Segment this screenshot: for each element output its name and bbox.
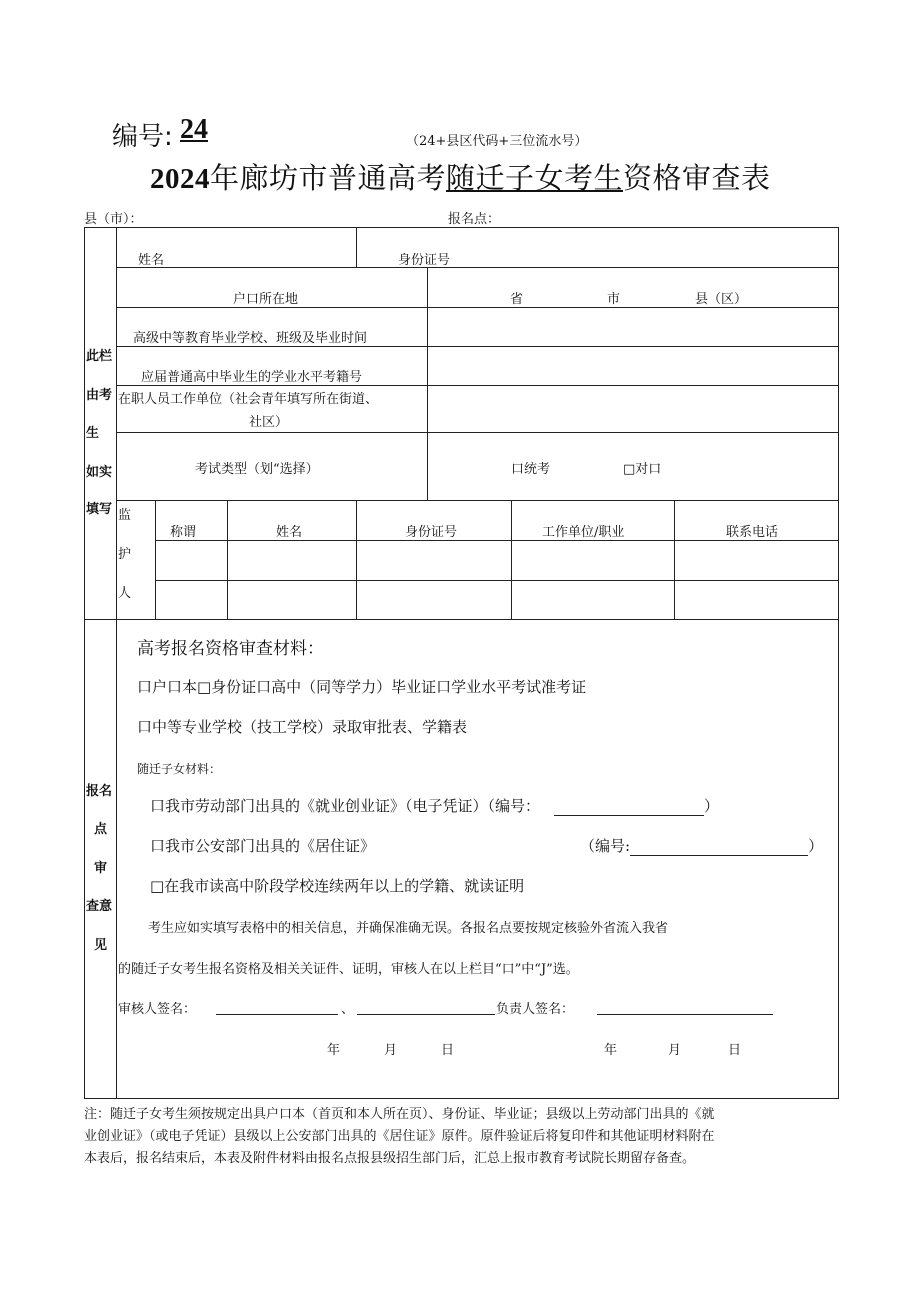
work-unit-label-cont: 社区） [249, 415, 289, 430]
materials-heading: 高考报名资格审查材料： [137, 639, 324, 659]
supervisor-date-month[interactable]: 月 [668, 1043, 682, 1058]
col-divider [155, 500, 156, 619]
registration-point-field-label[interactable]: 报名点： [448, 212, 501, 227]
row-divider [155, 540, 838, 541]
row-divider [116, 267, 838, 268]
hukou-county[interactable]: 县（区） [695, 292, 748, 307]
supervisor-signature-field[interactable] [597, 1000, 773, 1015]
review-side-label: 见 [94, 938, 108, 953]
reviewer-date-month[interactable]: 月 [384, 1043, 398, 1058]
employment-cert-number-field[interactable] [554, 801, 704, 816]
materials-checklist-2[interactable]: 口中等专业学校（技工学校）录取审批表、学籍表 [137, 718, 468, 736]
exam-type-unified-checkbox[interactable]: 口统考 [511, 462, 551, 477]
footnote-line-1: 注：随迁子女考生须按规定出具户口本（首页和本人所在页）、身份证、毕业证；县级以上劳动部门出具的《就 [84, 1107, 715, 1122]
col-divider [356, 227, 357, 267]
title-year: 2024 [150, 163, 210, 195]
applicant-side-label: 填写 [86, 502, 113, 517]
id-number-label: 身份证号 [398, 253, 451, 268]
supervisor-date-year[interactable]: 年 [604, 1043, 618, 1058]
guardian-side-label: 监 [118, 508, 132, 523]
employment-cert-label: 口我市劳动部门出具的《就业创业证》（电子凭证）（编号： [150, 797, 541, 815]
table-border-left [84, 227, 85, 1098]
col-divider [356, 500, 357, 619]
applicant-side-label: 此栏 [86, 349, 113, 364]
reviewer-date-day[interactable]: 日 [441, 1043, 455, 1058]
row-divider [116, 500, 838, 501]
residence-permit-label: 口我市公安部门出具的《居住证》 [150, 837, 376, 855]
review-side-label: 报名 [86, 784, 113, 799]
row-divider [155, 580, 838, 581]
instruction-text-cont: 的随迁子女考生报名资格及相关关证件、证明，审核人在以上栏目“口”中“J”选。 [118, 962, 579, 977]
serial-number-value[interactable]: 24 [180, 114, 208, 145]
applicant-side-label: 如实 [86, 465, 113, 480]
name-label: 姓名 [138, 253, 165, 268]
employment-cert-checkbox[interactable] [150, 795, 719, 816]
col-divider [227, 500, 228, 619]
work-unit-label: 在职人员工作单位（社会青年填写所在街道、 [118, 392, 379, 407]
residence-permit-number[interactable] [580, 835, 823, 856]
guardian-col-phone: 联系电话 [726, 525, 779, 540]
applicant-side-label: 生 [86, 426, 100, 441]
review-side-label: 审 [94, 861, 108, 876]
row-divider [116, 346, 838, 347]
reviewer-signature-field-1[interactable] [216, 1000, 338, 1015]
residence-permit-checkbox[interactable] [150, 835, 375, 856]
exam-registration-label: 应届普通高中毕业生的学业水平考籍号 [141, 370, 363, 385]
table-border-right [838, 227, 839, 1098]
serial-number-label: 编号: [112, 122, 173, 152]
close-paren: ） [704, 797, 720, 815]
guardian-col-name: 姓名 [276, 525, 303, 540]
instruction-text: 考生应如实填写表格中的相关信息，并确保准确无误。各报名点要按规定核验外省流入我省 [148, 921, 669, 936]
col-divider [427, 267, 428, 500]
row-divider [116, 432, 838, 433]
footnote-line-2: 业创业证》（或电子凭证）县级以上公安部门出具的《居住证》原件。原件验证后将复印件和其他证明材料附在 [84, 1129, 715, 1144]
supervisor-date-day[interactable]: 日 [728, 1043, 742, 1058]
reviewer-date-year[interactable]: 年 [327, 1043, 341, 1058]
guardian-side-label: 人 [118, 586, 132, 601]
table-side-divider [116, 227, 117, 1098]
hukou-label: 户口所在地 [233, 292, 299, 307]
reviewer-signature-field-2[interactable] [357, 1000, 495, 1015]
review-side-label: 查意 [86, 899, 113, 914]
residence-permit-number-label: （编号: [580, 837, 631, 855]
exam-type-vocational-checkbox[interactable]: □对口 [623, 462, 662, 477]
title-underlined: 随迁子女考生 [446, 161, 624, 195]
page-title [150, 156, 771, 197]
guardian-col-occupation: 工作单位/职业 [542, 525, 625, 540]
supervisor-signature-label: 负责人签名： [496, 1002, 575, 1017]
title-post: 资格审查表 [623, 161, 771, 195]
signature-separator: 、 [341, 1002, 355, 1017]
residence-permit-number-field[interactable] [630, 841, 808, 856]
guardian-col-relation: 称谓 [170, 525, 197, 540]
footnote-line-3: 本表后，报名结束后，本表及附件材料由报名点报县级招生部门后，汇总上报市教育考试院长期留存备查。 [84, 1151, 696, 1166]
applicant-side-label: 由考 [86, 388, 113, 403]
materials-checklist-1[interactable]: 口户口本□身份证口高中（同等学力）毕业证口学业水平考试准考证 [137, 678, 587, 696]
school-enrollment-checkbox[interactable]: □在我市读高中阶段学校连续两年以上的学籍、就读证明 [150, 877, 525, 895]
title-pre: 年廊坊市普通高考 [210, 161, 447, 195]
guardian-col-id: 身份证号 [405, 525, 458, 540]
row-divider [116, 307, 838, 308]
hukou-province[interactable]: 省 [510, 292, 524, 307]
row-divider [116, 385, 838, 386]
hukou-city[interactable]: 市 [607, 292, 621, 307]
reviewer-signature-label: 审核人签名： [118, 1002, 197, 1017]
guardian-side-label: 护 [118, 547, 132, 562]
table-border-top [84, 227, 839, 228]
graduation-school-label: 高级中等教育毕业学校、班级及毕业时间 [133, 331, 368, 346]
review-side-label: 点 [94, 822, 108, 837]
col-divider [511, 500, 512, 619]
section-divider [84, 619, 839, 620]
exam-type-label: 考试类型（划“选择） [195, 462, 319, 477]
close-paren: ） [808, 837, 824, 855]
county-field-label[interactable]: 县（市）： [84, 212, 143, 227]
table-border-bottom [84, 1098, 839, 1099]
col-divider [674, 500, 675, 619]
migrant-materials-heading: 随迁子女材料： [137, 762, 222, 776]
serial-number-hint: （24+县区代码+三位流水号） [406, 134, 588, 149]
